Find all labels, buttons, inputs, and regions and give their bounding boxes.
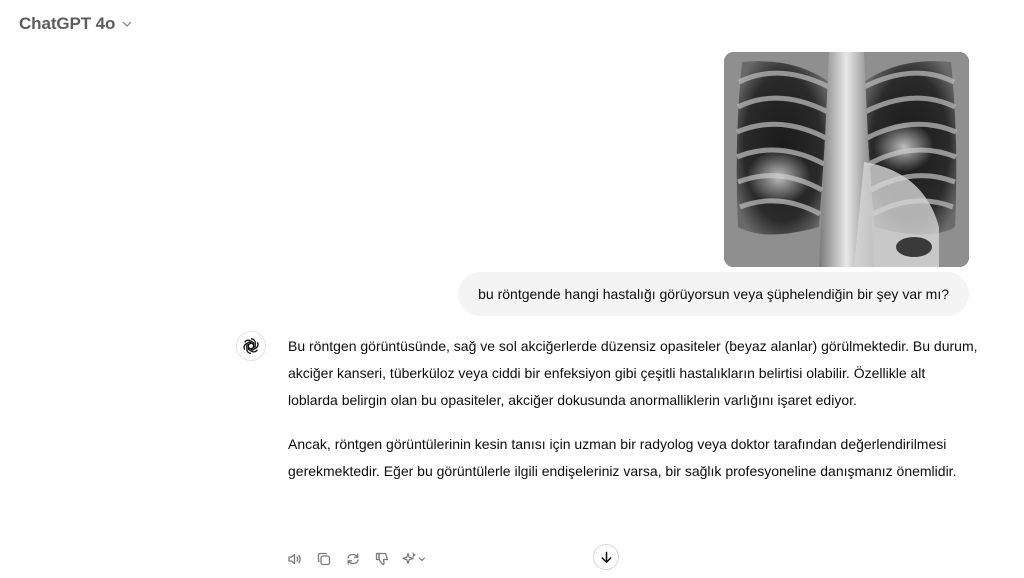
refresh-icon[interactable] <box>343 549 363 569</box>
arrow-down-icon <box>599 550 614 565</box>
copy-icon[interactable] <box>314 549 334 569</box>
scroll-down-button[interactable] <box>593 544 619 570</box>
uploaded-xray-image[interactable] <box>724 52 969 267</box>
speaker-icon[interactable] <box>285 549 305 569</box>
thumbs-down-icon[interactable] <box>372 549 392 569</box>
message-actions <box>285 549 429 569</box>
assistant-paragraph: Ancak, röntgen görüntülerinin kesin tanısı için uzman bir radyolog veya doktor tarafından değerlendirilmesi gerekmektedir. Eğer bu görüntülerle ilgili endişeleriniz varsa, bir sağlık profesyoneline danışmanız önemlidir. <box>288 436 957 479</box>
sparkle-icon[interactable] <box>401 549 429 569</box>
model-title: ChatGPT 4o <box>19 14 116 33</box>
model-selector[interactable] <box>19 14 133 34</box>
user-message-bubble: bu röntgende hangi hastalığı görüyorsun veya şüphelendiğin bir şey var mı? <box>458 272 969 316</box>
chevron-down-icon <box>121 18 133 30</box>
assistant-message <box>288 333 978 485</box>
assistant-paragraph: Bu röntgen görüntüsünde, sağ ve sol akciğerlerde düzensiz opasiteler (beyaz alanlar) görülmektedir. Bu durum, akciğer kanseri, tüberküloz veya ciddi bir enfeksiyon gibi çeşitli hastalıkların belirtisi olabilir. Özellikle alt loblarda belirgin olan bu opasiteler, akciğer dokusunda anormalliklerin varlığını işaret ediyor. <box>288 338 978 408</box>
openai-logo-icon <box>236 331 266 361</box>
